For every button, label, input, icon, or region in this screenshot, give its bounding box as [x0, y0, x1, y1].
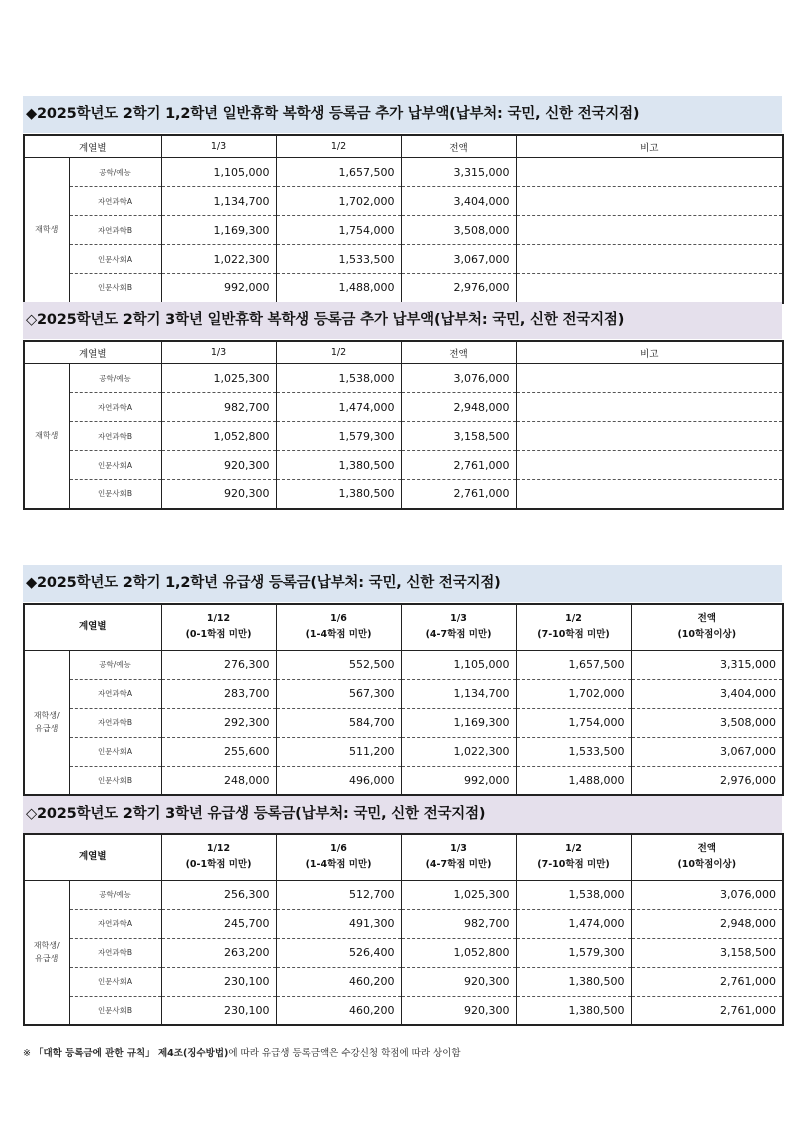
value-cell: 3,508,000 [631, 708, 783, 737]
value-cell: 2,761,000 [631, 996, 783, 1025]
section-1-title: ◆2025학년도 2학기 1,2학년 일반휴학 복학생 등록금 추가 납부액(납부처: 국민, 신한 전국지점) [23, 96, 782, 133]
table-2-header [24, 341, 783, 364]
col-header: 1/2 [276, 135, 401, 158]
value-cell: 1,474,000 [516, 909, 631, 938]
category-cell: 공학/예능 [69, 650, 161, 679]
table-2 [23, 340, 784, 510]
value-cell: 1,052,800 [401, 938, 516, 967]
table-row [24, 158, 783, 187]
value-cell: 3,508,000 [401, 216, 516, 245]
value-cell: 263,200 [161, 938, 276, 967]
group-label: 재학생 [24, 158, 69, 303]
value-cell: 2,761,000 [401, 451, 516, 480]
section-4-title: ◇2025학년도 2학기 3학년 유급생 등록금(납부처: 국민, 신한 전국지점) [23, 796, 782, 833]
col-header: 1/6 (1-4학점 미만) [276, 604, 401, 650]
value-cell: 1,169,300 [401, 708, 516, 737]
table-4 [23, 833, 784, 1026]
category-cell: 자연과학B [69, 938, 161, 967]
col-header: 비고 [516, 135, 783, 158]
group-label: 재학생/ 유급생 [24, 650, 69, 795]
value-cell: 2,761,000 [631, 967, 783, 996]
value-cell: 3,076,000 [401, 364, 516, 393]
category-cell: 자연과학A [69, 187, 161, 216]
value-cell: 2,948,000 [401, 393, 516, 422]
value-cell: 1,474,000 [276, 393, 401, 422]
category-cell: 인문사회B [69, 996, 161, 1025]
value-cell: 1,169,300 [161, 216, 276, 245]
col-header: 1/3 [161, 341, 276, 364]
value-cell: 992,000 [161, 274, 276, 303]
group-label: 재학생 [24, 364, 69, 509]
value-cell: 1,657,500 [276, 158, 401, 187]
category-cell: 인문사회A [69, 967, 161, 996]
value-cell: 3,076,000 [631, 880, 783, 909]
col-header: 1/3 [161, 135, 276, 158]
note-cell [516, 187, 783, 216]
value-cell: 1,702,000 [516, 679, 631, 708]
section-2-title: ◇2025학년도 2학기 3학년 일반휴학 복학생 등록금 추가 납부액(납부처: 국민, 신한 전국지점) [23, 302, 782, 339]
category-cell: 자연과학B [69, 422, 161, 451]
value-cell: 920,300 [161, 480, 276, 509]
value-cell: 1,702,000 [276, 187, 401, 216]
value-cell: 920,300 [161, 451, 276, 480]
table-row [24, 245, 783, 274]
note-cell [516, 245, 783, 274]
table-row [24, 393, 783, 422]
category-cell: 인문사회A [69, 451, 161, 480]
table-row [24, 938, 783, 967]
category-cell: 자연과학A [69, 393, 161, 422]
table-row [24, 451, 783, 480]
section-3-title: ◆2025학년도 2학기 1,2학년 유급생 등록금(납부처: 국민, 신한 전국지점) [23, 565, 782, 602]
value-cell: 245,700 [161, 909, 276, 938]
value-cell: 1,533,500 [516, 737, 631, 766]
table-row [24, 737, 783, 766]
value-cell: 1,754,000 [276, 216, 401, 245]
footnote [23, 1045, 461, 1059]
value-cell: 3,158,500 [401, 422, 516, 451]
value-cell: 1,488,000 [516, 766, 631, 795]
value-cell: 2,948,000 [631, 909, 783, 938]
category-cell: 공학/예능 [69, 364, 161, 393]
col-header: 1/12 (0-1학점 미만) [161, 834, 276, 880]
col-header: 1/2 (7-10학점 미만) [516, 604, 631, 650]
value-cell: 920,300 [401, 967, 516, 996]
value-cell: 1,538,000 [276, 364, 401, 393]
col-header: 전액 [401, 341, 516, 364]
value-cell: 1,579,300 [516, 938, 631, 967]
category-cell: 공학/예능 [69, 158, 161, 187]
value-cell: 230,100 [161, 996, 276, 1025]
category-cell: 자연과학B [69, 708, 161, 737]
value-cell: 552,500 [276, 650, 401, 679]
col-header: 전액 (10학점이상) [631, 604, 783, 650]
table-row [24, 422, 783, 451]
table-row [24, 480, 783, 509]
value-cell: 2,976,000 [631, 766, 783, 795]
note-cell [516, 216, 783, 245]
value-cell: 982,700 [401, 909, 516, 938]
value-cell: 1,657,500 [516, 650, 631, 679]
table-row [24, 274, 783, 303]
value-cell: 1,488,000 [276, 274, 401, 303]
col-category-header: 계열별 [24, 135, 161, 158]
footnote-prefix: ※ [23, 1048, 34, 1059]
value-cell: 511,200 [276, 737, 401, 766]
value-cell: 2,761,000 [401, 480, 516, 509]
value-cell: 3,315,000 [401, 158, 516, 187]
value-cell: 1,052,800 [161, 422, 276, 451]
value-cell: 982,700 [161, 393, 276, 422]
value-cell: 276,300 [161, 650, 276, 679]
value-cell: 2,976,000 [401, 274, 516, 303]
table-row [24, 996, 783, 1025]
value-cell: 920,300 [401, 996, 516, 1025]
table-1-header [24, 135, 783, 158]
table-row [24, 766, 783, 795]
value-cell: 1,380,500 [516, 996, 631, 1025]
col-header: 1/12 (0-1학점 미만) [161, 604, 276, 650]
category-cell: 공학/예능 [69, 880, 161, 909]
table-3 [23, 603, 784, 796]
note-cell [516, 480, 783, 509]
value-cell: 256,300 [161, 880, 276, 909]
table-row [24, 967, 783, 996]
value-cell: 526,400 [276, 938, 401, 967]
category-cell: 인문사회B [69, 480, 161, 509]
col-header: 1/3 (4-7학점 미만) [401, 604, 516, 650]
value-cell: 1,105,000 [161, 158, 276, 187]
col-category-header: 계열별 [24, 604, 161, 650]
category-cell: 자연과학B [69, 216, 161, 245]
value-cell: 567,300 [276, 679, 401, 708]
value-cell: 1,022,300 [401, 737, 516, 766]
value-cell: 460,200 [276, 967, 401, 996]
col-header: 전액 (10학점이상) [631, 834, 783, 880]
value-cell: 496,000 [276, 766, 401, 795]
category-cell: 인문사회B [69, 766, 161, 795]
value-cell: 292,300 [161, 708, 276, 737]
table-row [24, 650, 783, 679]
value-cell: 283,700 [161, 679, 276, 708]
value-cell: 584,700 [276, 708, 401, 737]
table-row [24, 909, 783, 938]
footnote-bold: 「대학 등록금에 관한 규칙」 제4조(징수방법) [33, 1048, 229, 1059]
value-cell: 230,100 [161, 967, 276, 996]
value-cell: 1,022,300 [161, 245, 276, 274]
table-4-header [24, 834, 783, 880]
value-cell: 512,700 [276, 880, 401, 909]
value-cell: 248,000 [161, 766, 276, 795]
value-cell: 1,538,000 [516, 880, 631, 909]
value-cell: 1,579,300 [276, 422, 401, 451]
note-cell [516, 393, 783, 422]
col-header: 비고 [516, 341, 783, 364]
col-header: 전액 [401, 135, 516, 158]
col-header: 1/6 (1-4학점 미만) [276, 834, 401, 880]
value-cell: 1,105,000 [401, 650, 516, 679]
col-header: 1/3 (4-7학점 미만) [401, 834, 516, 880]
value-cell: 1,380,500 [276, 480, 401, 509]
group-label: 재학생/ 유급생 [24, 880, 69, 1025]
value-cell: 460,200 [276, 996, 401, 1025]
value-cell: 1,533,500 [276, 245, 401, 274]
col-category-header: 계열별 [24, 341, 161, 364]
value-cell: 1,025,300 [401, 880, 516, 909]
footnote-text: 에 따라 유급생 등록금액은 수강신청 학점에 따라 상이함 [228, 1048, 461, 1059]
col-category-header: 계열별 [24, 834, 161, 880]
value-cell: 1,134,700 [401, 679, 516, 708]
value-cell: 3,067,000 [631, 737, 783, 766]
table-3-header [24, 604, 783, 650]
table-row [24, 364, 783, 393]
value-cell: 1,025,300 [161, 364, 276, 393]
value-cell: 1,380,500 [276, 451, 401, 480]
category-cell: 인문사회A [69, 245, 161, 274]
value-cell: 992,000 [401, 766, 516, 795]
table-row [24, 216, 783, 245]
note-cell [516, 451, 783, 480]
table-row [24, 880, 783, 909]
table-row [24, 708, 783, 737]
col-header: 1/2 [276, 341, 401, 364]
note-cell [516, 274, 783, 303]
value-cell: 3,067,000 [401, 245, 516, 274]
value-cell: 3,404,000 [401, 187, 516, 216]
value-cell: 3,404,000 [631, 679, 783, 708]
value-cell: 1,134,700 [161, 187, 276, 216]
category-cell: 자연과학A [69, 909, 161, 938]
note-cell [516, 422, 783, 451]
category-cell: 인문사회A [69, 737, 161, 766]
note-cell [516, 364, 783, 393]
value-cell: 1,380,500 [516, 967, 631, 996]
value-cell: 255,600 [161, 737, 276, 766]
table-row [24, 187, 783, 216]
value-cell: 491,300 [276, 909, 401, 938]
table-row [24, 679, 783, 708]
note-cell [516, 158, 783, 187]
category-cell: 인문사회B [69, 274, 161, 303]
value-cell: 3,158,500 [631, 938, 783, 967]
category-cell: 자연과학A [69, 679, 161, 708]
table-1 [23, 134, 784, 304]
value-cell: 1,754,000 [516, 708, 631, 737]
value-cell: 3,315,000 [631, 650, 783, 679]
col-header: 1/2 (7-10학점 미만) [516, 834, 631, 880]
